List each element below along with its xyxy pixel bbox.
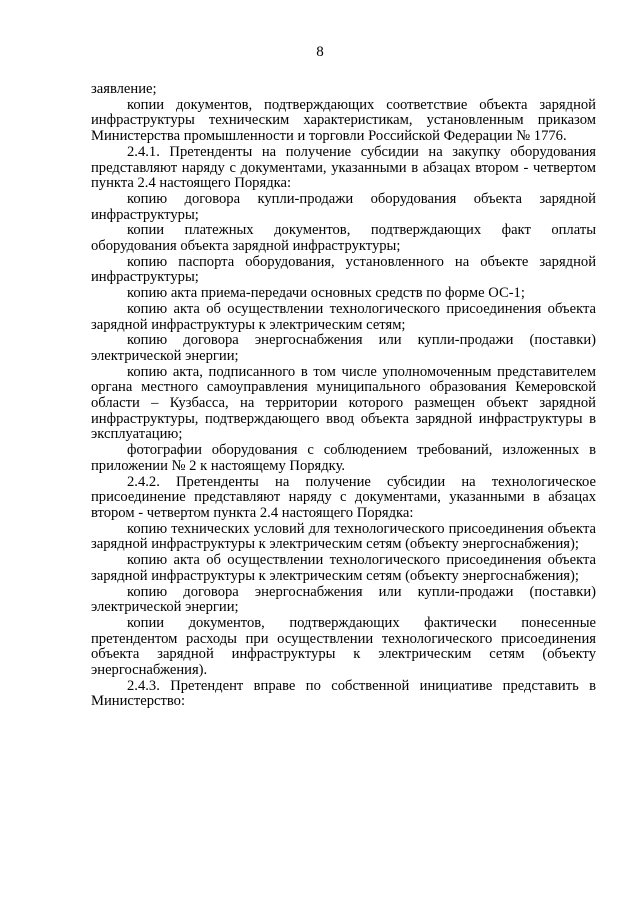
paragraph: копию паспорта оборудования, установленного на объекте зарядной инфраструктуры; [91,253,596,286]
paragraph: копию акта об осуществлении технологического присоединения объекта зарядной инфраструктуры к электрическим сетям; [91,300,596,333]
paragraph: копию договора энергоснабжения или купли-продажи (поставки) электрической энергии; [91,583,596,616]
paragraph: копию договора купли-продажи оборудования объекта зарядной инфраструктуры; [91,190,596,223]
document-body [91,82,596,710]
paragraph: 2.4.3. Претендент вправе по собственной инициативе представить в Министерство: [91,677,596,710]
paragraph: копии платежных документов, подтверждающих факт оплаты оборудования объекта зарядной инфраструктуры; [91,222,596,255]
paragraph: копию договора энергоснабжения или купли-продажи (поставки) электрической энергии; [91,332,596,364]
paragraph: копии документов, подтверждающих соответствие объекта зарядной инфраструктуры техническим характеристикам, установленным приказом Министерства промышленности и торговли Российской Федерации № 1776. [91,96,596,145]
paragraph: 2.4.2. Претенденты на получение субсидии на технологическое присоединение представляют наряду с документами, указанными в абзацах втором - четвертом пункта 2.4 настоящего Порядка: [91,473,596,521]
paragraph: копии документов, подтверждающих фактически понесенные претендентом расходы при осуществлении технологического присоединения объекта зарядной инфраструктуры к электрическим сетям (объекту энергоснабжения). [91,614,596,679]
page-number: 8 [316,44,324,60]
paragraph: копию акта приема-передачи основных средств по форме ОС-1; [127,285,525,302]
paragraph: копию акта об осуществлении технологического присоединения объекта зарядной инфраструктуры к электрическим сетям (объекту энергоснабжения); [91,552,596,584]
paragraph: копию технических условий для технологического присоединения объекта зарядной инфраструктуры к электрическим сетям (объекту энергоснабжения); [91,520,596,553]
paragraph: копию акта, подписанного в том числе уполномоченным представителем органа местного самоуправления муниципального образования Кемеровской области – Кузбасса, на территории которого размещен объект зарядной инфраструктуры, подтверждающего ввод объекта зарядной инфраструктуры в эксплуатацию; [91,363,596,443]
paragraph: заявление; [91,81,157,97]
paragraph: фотографии оборудования с соблюдением требований, изложенных в приложении № 2 к настоящему Порядку. [91,442,596,474]
paragraph: 2.4.1. Претенденты на получение субсидии на закупку оборудования представляют наряду с документами, указанными в абзацах втором - четвертом пункта 2.4 настоящего Порядка: [91,143,596,192]
